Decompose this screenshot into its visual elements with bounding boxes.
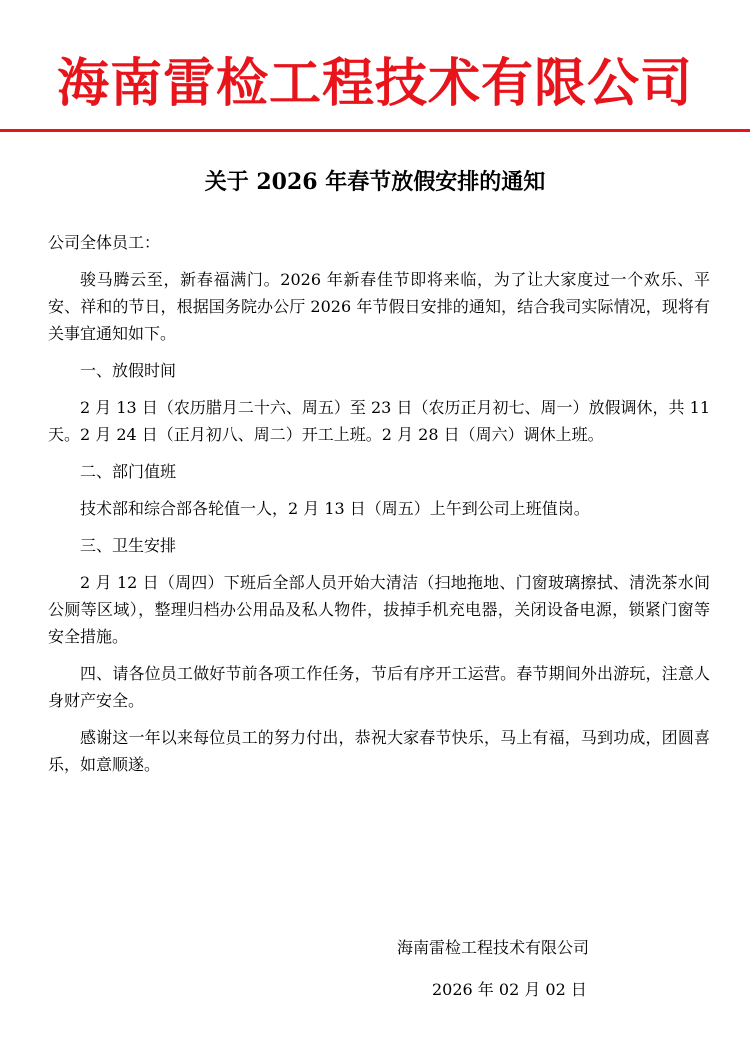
section-heading-holiday-time: 一、放假时间 xyxy=(80,361,177,380)
duty-paragraph: 技术部和综合部各轮值一人，2 月 13 日（周五）上午到公司上班值岗。 xyxy=(80,499,590,518)
letterhead-divider xyxy=(0,129,750,132)
signature-company: 海南雷检工程技术有限公司 xyxy=(397,938,590,957)
cleaning-paragraph: 2 月 12 日（周四）下班后全部人员开始大清洁（扫地拖地、门窗玻璃擦拭、清洗茶水间公厕等区域），整理归档办公用品及私人物件，拔掉手机充电器，关闭设备电源，锁紧门窗等安全措施。 xyxy=(48,573,710,646)
signature-date: 2026 年 02 月 02 日 xyxy=(432,980,587,999)
holiday-time-paragraph: 2 月 13 日（农历腊月二十六、周五）至 23 日（农历正月初七、周一）放假调休，共 11 天。2 月 24 日（正月初八、周二）开工上班。2 月 28 日（周六）调休上班。 xyxy=(48,398,710,444)
section-heading-cleaning: 三、卫生安排 xyxy=(80,536,177,555)
letterhead-company-name: 海南雷检工程技术有限公司 xyxy=(56,54,693,114)
salutation: 公司全体员工： xyxy=(48,233,161,252)
section-heading-duty: 二、部门值班 xyxy=(80,462,177,481)
notice-body xyxy=(48,229,710,788)
thanks-paragraph: 感谢这一年以来每位员工的努力付出，恭祝大家春节快乐，马上有福，马到功成，团圆喜乐，如意顺遂。 xyxy=(48,728,710,774)
reminder-paragraph: 四、请各位员工做好节前各项工作任务，节后有序开工运营。春节期间外出游玩，注意人身财产安全。 xyxy=(48,664,710,710)
intro-paragraph: 骏马腾云至，新春福满门。2026 年新春佳节即将来临，为了让大家度过一个欢乐、平安、祥和的节日，根据国务院办公厅 2026 年节假日安排的通知，结合我司实际情况，现将有关事宜通知如下。 xyxy=(48,270,710,343)
notice-title: 关于 2026 年春节放假安排的通知 xyxy=(204,169,546,195)
